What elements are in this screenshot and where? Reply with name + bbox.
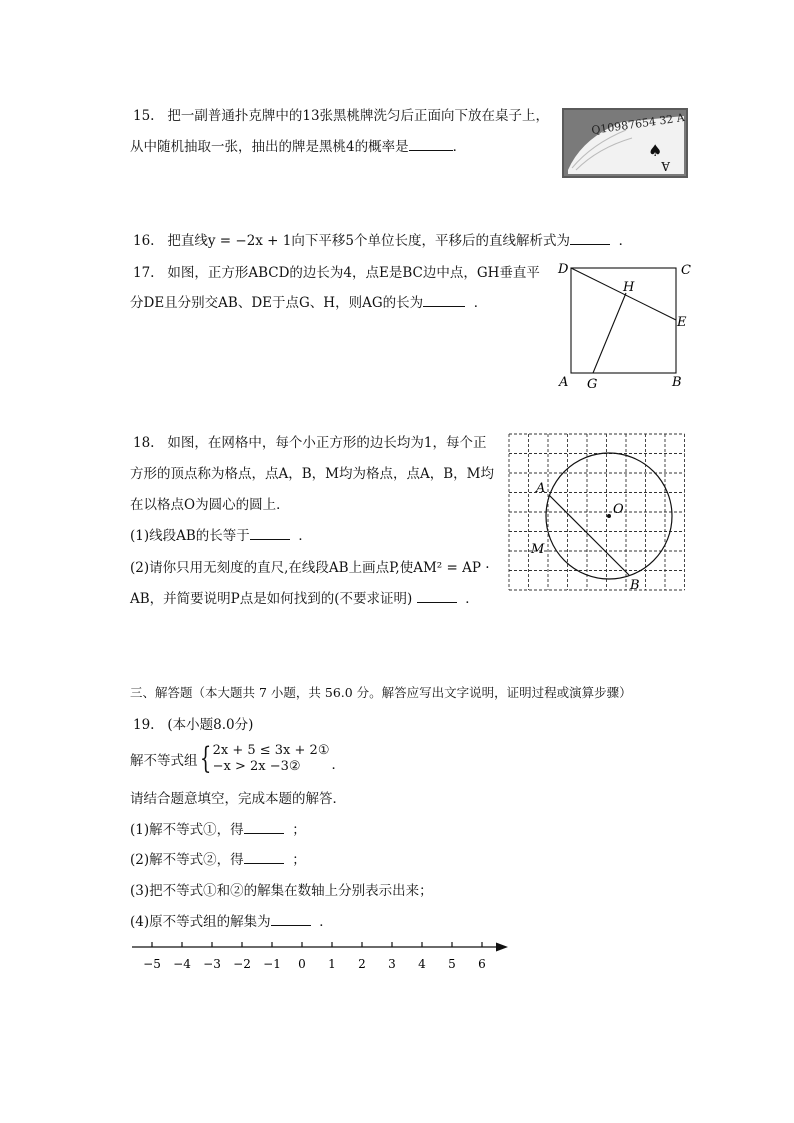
q19-intro: 解不等式组 <box>130 753 198 769</box>
question-number: 19. <box>133 717 155 733</box>
tick-label: 6 <box>478 957 486 971</box>
tick-label: 5 <box>448 957 456 971</box>
label-g: G <box>587 377 598 392</box>
question-text: (4)原不等式组的解集为 <box>130 914 271 930</box>
label-e: E <box>677 315 687 330</box>
question-text: 把一副普通扑克牌中的13张黑桃牌洗匀后正面向下放在桌子上， <box>167 108 550 124</box>
q16-line <box>133 229 632 249</box>
tick-label: 4 <box>418 957 426 971</box>
question-text: 请结合题意填空，完成本题的解答． <box>130 791 346 807</box>
label-h: H <box>623 280 635 295</box>
arrow-right-icon <box>496 943 508 952</box>
question-number: 18. <box>133 435 155 451</box>
q19-step2 <box>130 848 306 868</box>
section-heading: 三、解答题（本大题共 7 小题，共 56.0 分。解答应写出文字说明，证明过程或演算步骤） <box>130 685 632 700</box>
punctuation: ． <box>618 233 633 249</box>
tick-label: −3 <box>203 957 221 971</box>
q19-header <box>133 713 253 733</box>
card-corner: A <box>661 159 670 173</box>
answer-blank[interactable] <box>244 849 284 864</box>
question-text: 如图，正方形ABCD的边长为4，点E是BC边中点，GH垂直平 <box>167 265 540 281</box>
tick-label: 0 <box>298 957 306 971</box>
segment-gh <box>593 293 626 373</box>
answer-blank[interactable] <box>409 136 453 151</box>
punctuation: ． <box>465 591 479 607</box>
section-title <box>130 683 632 701</box>
question-text: 把直线y = −2x + 1向下平移5个单位长度，平移后的直线解析式为 <box>167 233 570 249</box>
tick-label: −1 <box>263 957 281 971</box>
number-line <box>128 938 518 978</box>
punctuation: ； <box>292 822 306 838</box>
brace-icon: { <box>199 741 211 776</box>
inequalities <box>213 743 330 775</box>
inequality-1: 2x + 5 ≤ 3x + 2① <box>212 743 330 758</box>
playing-cards-image <box>562 108 688 178</box>
q18-line5 <box>130 556 490 576</box>
question-number: 17. <box>133 265 155 281</box>
question-text: (1)解不等式①，得 <box>130 822 244 838</box>
question-score: (本小题8.0分) <box>167 717 254 733</box>
punctuation: ． <box>452 139 467 155</box>
label-b: B <box>672 375 682 390</box>
question-text: 分DE且分别交AB、DE于点G、H，则AG的长为 <box>130 295 424 311</box>
label-b: B <box>630 578 640 593</box>
answer-blank[interactable] <box>271 911 311 926</box>
question-text: AB，并简要说明P点是如何找到的(不要求证明) <box>130 591 413 607</box>
inequality-2: −x > 2x −3② <box>212 759 301 774</box>
answer-blank[interactable] <box>570 230 610 245</box>
label-m: M <box>531 542 545 557</box>
question-text: 方形的顶点称为格点，点A，B，M均为格点，点A，B，M均 <box>130 466 494 482</box>
tick-label: 2 <box>358 957 366 971</box>
tick-label: −5 <box>143 957 161 971</box>
answer-blank[interactable] <box>423 292 465 307</box>
center-point-o <box>607 514 611 518</box>
q18-line2 <box>130 462 494 482</box>
q19-step3 <box>130 879 433 899</box>
question-number: 16. <box>133 233 155 249</box>
dashed-grid <box>509 434 685 590</box>
q17-line2 <box>130 291 487 311</box>
q18-line4 <box>130 524 312 544</box>
question-text: 在以格点O为圆心的圆上． <box>130 497 290 513</box>
q19-inequality-system <box>130 743 345 775</box>
q19-prompt <box>130 787 346 807</box>
tick-label: 1 <box>328 957 336 971</box>
label-c: C <box>681 263 691 278</box>
q19-step4 <box>130 910 333 930</box>
answer-blank[interactable] <box>244 819 284 834</box>
tick-group <box>143 942 486 971</box>
q18-line3 <box>130 493 290 513</box>
question-number: 15. <box>133 108 155 124</box>
punctuation: ． <box>319 914 333 930</box>
question-text: (3)把不等式①和②的解集在数轴上分别表示出来； <box>130 883 433 899</box>
answer-blank[interactable] <box>250 525 290 540</box>
tick-label: 3 <box>388 957 396 971</box>
question-text: 如图，在网格中，每个小正方形的边长均为1，每个正 <box>167 435 487 451</box>
label-o: O <box>613 502 624 517</box>
card-ranks: Q10987654 32 A <box>590 111 686 137</box>
spade-icon: ♠ <box>648 141 663 160</box>
tick-label: −2 <box>233 957 251 971</box>
question-text: 从中随机抽取一张，抽出的牌是黑桃4的概率是 <box>130 139 409 155</box>
label-a: A <box>536 481 546 496</box>
q18-line1 <box>133 431 486 451</box>
q17-line1 <box>133 261 540 281</box>
punctuation: ． <box>298 528 312 544</box>
square-figure <box>555 258 695 396</box>
question-text: (2)请你只用无刻度的直尺,在线段AB上画点P,使AM² = AP · <box>130 560 490 576</box>
answer-blank[interactable] <box>417 588 457 603</box>
q15-line2 <box>130 135 466 155</box>
punctuation: ． <box>331 757 345 773</box>
grid-circle-figure <box>505 430 695 600</box>
tick-label: −4 <box>173 957 191 971</box>
punctuation: ． <box>473 295 488 311</box>
label-a: A <box>559 375 569 390</box>
q18-line6 <box>130 587 479 607</box>
question-text: (1)线段AB的长等于 <box>130 528 250 544</box>
label-d: D <box>558 262 569 277</box>
question-text: (2)解不等式②，得 <box>130 852 244 868</box>
q19-step1 <box>130 818 306 838</box>
q15-line1 <box>133 104 549 124</box>
punctuation: ； <box>292 852 306 868</box>
